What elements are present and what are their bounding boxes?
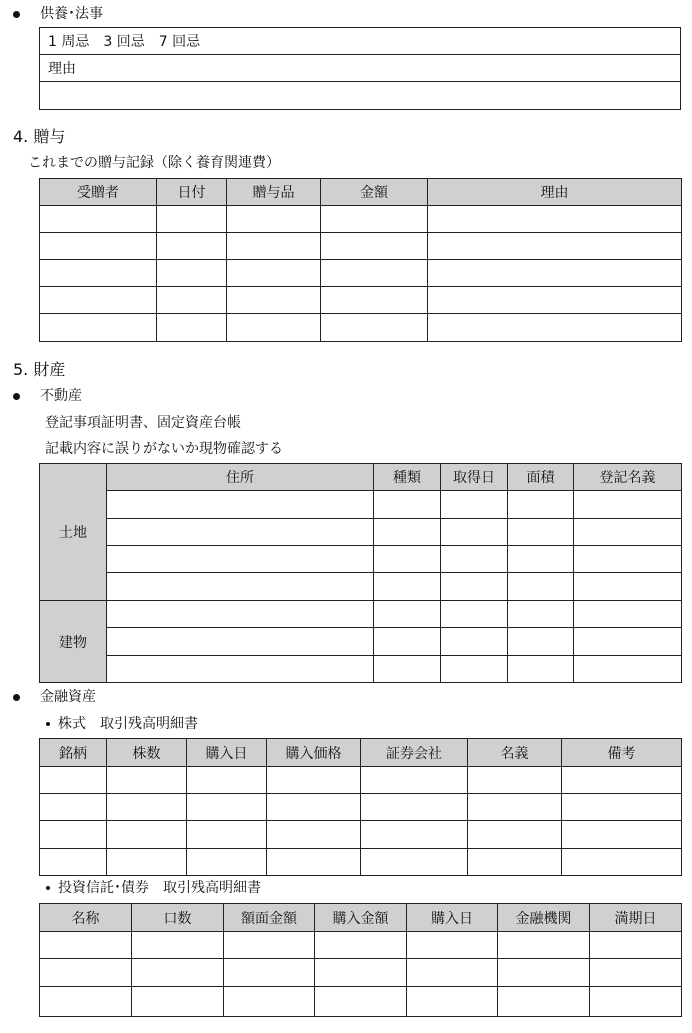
funds-heading: 投資信託･債券 取引残高明細書 — [58, 880, 261, 896]
table-cell[interactable] — [187, 849, 267, 876]
table-row — [40, 206, 682, 233]
stocks-col-purchase-date: 購入日 — [187, 739, 267, 767]
table-cell[interactable] — [40, 959, 132, 987]
realestate-col-area: 面積 — [508, 464, 574, 491]
table-cell[interactable] — [428, 260, 682, 287]
memorial-row-anniversaries[interactable]: 1 周忌 3 回忌 7 回忌 — [40, 28, 681, 55]
table-row — [40, 314, 682, 342]
table-cell[interactable] — [361, 849, 468, 876]
realestate-col-type: 種類 — [374, 464, 441, 491]
table-cell[interactable] — [590, 932, 682, 959]
table-row — [40, 573, 682, 601]
table-cell[interactable] — [40, 794, 107, 821]
table-cell[interactable] — [107, 601, 374, 628]
funds-col-units: 口数 — [132, 904, 224, 932]
table-cell[interactable] — [508, 656, 574, 683]
table-cell[interactable] — [428, 314, 682, 342]
table-cell[interactable] — [508, 573, 574, 601]
table-cell[interactable] — [132, 932, 224, 959]
table-cell[interactable] — [590, 987, 682, 1017]
funds-table — [39, 903, 682, 1017]
table-cell[interactable] — [157, 206, 227, 233]
funds-col-face-value: 額面金額 — [224, 904, 315, 932]
table-cell[interactable] — [267, 767, 361, 794]
table-cell[interactable] — [508, 546, 574, 573]
stocks-table — [39, 738, 682, 876]
table-cell[interactable] — [374, 656, 441, 683]
gifts-col-date: 日付 — [157, 179, 227, 206]
table-cell[interactable] — [40, 849, 107, 876]
table-cell[interactable] — [374, 573, 441, 601]
stocks-col-broker: 証券会社 — [361, 739, 468, 767]
table-cell[interactable] — [107, 628, 374, 656]
funds-col-purchase-amount: 購入金額 — [315, 904, 407, 932]
table-cell[interactable] — [574, 656, 682, 683]
property-heading: 5. 財産 — [13, 360, 66, 379]
table-cell[interactable] — [40, 233, 157, 260]
table-cell[interactable] — [267, 821, 361, 849]
table-cell[interactable] — [40, 314, 157, 342]
sub-bullet-icon — [46, 886, 50, 890]
table-cell[interactable] — [40, 987, 132, 1017]
table-cell[interactable] — [315, 932, 407, 959]
financial-heading: 金融資産 — [40, 689, 96, 705]
gifts-col-recipient: 受贈者 — [40, 179, 157, 206]
table-cell[interactable] — [321, 233, 428, 260]
table-cell[interactable] — [361, 767, 468, 794]
table-cell[interactable] — [40, 206, 157, 233]
bullet-icon — [13, 11, 20, 18]
table-cell[interactable] — [321, 260, 428, 287]
table-cell[interactable] — [107, 491, 374, 519]
gifts-col-item: 贈与品 — [227, 179, 321, 206]
table-row — [40, 601, 682, 628]
table-cell[interactable] — [40, 287, 157, 314]
bullet-icon — [13, 694, 20, 701]
realestate-col-registrant: 登記名義 — [574, 464, 682, 491]
table-row — [40, 987, 682, 1017]
gifts-col-amount: 金額 — [321, 179, 428, 206]
funds-col-name: 名称 — [40, 904, 132, 932]
table-cell[interactable] — [508, 628, 574, 656]
stocks-col-shares: 株数 — [107, 739, 187, 767]
table-cell[interactable] — [562, 767, 682, 794]
table-cell[interactable] — [227, 314, 321, 342]
realestate-group-land: 土地 — [40, 464, 107, 601]
table-cell[interactable] — [441, 491, 508, 519]
table-cell[interactable] — [107, 767, 187, 794]
table-cell[interactable] — [407, 959, 498, 987]
table-cell[interactable] — [498, 932, 590, 959]
table-row — [40, 849, 682, 876]
memorial-row-blank[interactable] — [40, 82, 681, 110]
table-cell[interactable] — [40, 821, 107, 849]
table-row — [40, 260, 682, 287]
table-cell[interactable] — [107, 546, 374, 573]
table-cell[interactable] — [498, 987, 590, 1017]
table-cell[interactable] — [441, 628, 508, 656]
gifts-table — [39, 178, 682, 342]
sub-bullet-icon — [46, 722, 50, 726]
table-cell[interactable] — [132, 987, 224, 1017]
table-cell[interactable] — [498, 959, 590, 987]
table-cell[interactable] — [508, 491, 574, 519]
funds-col-purchase-date: 購入日 — [407, 904, 498, 932]
table-cell[interactable] — [224, 932, 315, 959]
table-cell[interactable] — [574, 573, 682, 601]
table-cell[interactable] — [574, 628, 682, 656]
realestate-heading: 不動産 — [40, 388, 82, 404]
funds-col-maturity: 満期日 — [590, 904, 682, 932]
table-cell[interactable] — [508, 601, 574, 628]
table-row — [40, 794, 682, 821]
table-cell[interactable] — [157, 233, 227, 260]
table-cell[interactable] — [374, 491, 441, 519]
table-cell[interactable] — [374, 519, 441, 546]
table-cell[interactable] — [40, 932, 132, 959]
table-cell[interactable] — [361, 821, 468, 849]
realestate-note-docs: 登記事項証明書、固定資産台帳 — [45, 415, 241, 431]
table-cell[interactable] — [157, 287, 227, 314]
table-row — [40, 287, 682, 314]
table-cell[interactable] — [468, 821, 562, 849]
stocks-col-holder: 名義 — [468, 739, 562, 767]
table-cell[interactable] — [574, 519, 682, 546]
table-cell[interactable] — [441, 546, 508, 573]
table-cell[interactable] — [321, 287, 428, 314]
table-cell[interactable] — [267, 849, 361, 876]
table-cell[interactable] — [132, 959, 224, 987]
table-cell[interactable] — [574, 491, 682, 519]
table-row — [40, 519, 682, 546]
table-cell[interactable] — [187, 794, 267, 821]
table-cell[interactable] — [441, 519, 508, 546]
table-cell[interactable] — [574, 601, 682, 628]
table-row — [40, 656, 682, 683]
realestate-group-building: 建物 — [40, 601, 107, 683]
table-cell[interactable] — [315, 959, 407, 987]
gifts-col-reason: 理由 — [428, 179, 682, 206]
table-cell[interactable] — [40, 260, 157, 287]
table-cell[interactable] — [468, 794, 562, 821]
table-cell[interactable] — [407, 987, 498, 1017]
table-cell[interactable] — [107, 656, 374, 683]
table-cell[interactable] — [267, 794, 361, 821]
table-cell[interactable] — [508, 519, 574, 546]
table-cell[interactable] — [107, 849, 187, 876]
table-cell[interactable] — [187, 821, 267, 849]
table-cell[interactable] — [562, 821, 682, 849]
table-cell[interactable] — [374, 628, 441, 656]
table-cell[interactable] — [441, 573, 508, 601]
table-cell[interactable] — [428, 287, 682, 314]
table-row — [40, 932, 682, 959]
table-row — [40, 628, 682, 656]
memorial-table — [39, 27, 681, 110]
stocks-col-purchase-price: 購入価格 — [267, 739, 361, 767]
memorial-row-reason[interactable]: 理由 — [40, 55, 681, 82]
realestate-col-address: 住所 — [107, 464, 374, 491]
table-cell[interactable] — [441, 601, 508, 628]
gifts-subheading: これまでの贈与記録（除く養育関連費） — [28, 155, 280, 171]
table-cell[interactable] — [107, 794, 187, 821]
table-cell[interactable] — [428, 233, 682, 260]
table-cell[interactable] — [562, 794, 682, 821]
table-row — [40, 233, 682, 260]
table-cell[interactable] — [361, 794, 468, 821]
table-cell[interactable] — [315, 987, 407, 1017]
realestate-col-acquired: 取得日 — [441, 464, 508, 491]
stocks-heading: 株式 取引残高明細書 — [58, 716, 198, 732]
table-cell[interactable] — [224, 959, 315, 987]
table-cell[interactable] — [468, 849, 562, 876]
table-row — [40, 767, 682, 794]
table-cell[interactable] — [590, 959, 682, 987]
table-row — [40, 491, 682, 519]
table-cell[interactable] — [224, 987, 315, 1017]
table-cell[interactable] — [107, 573, 374, 601]
table-cell[interactable] — [428, 206, 682, 233]
table-row — [40, 546, 682, 573]
table-cell[interactable] — [40, 767, 107, 794]
table-cell[interactable] — [321, 206, 428, 233]
table-cell[interactable] — [374, 601, 441, 628]
table-cell[interactable] — [468, 767, 562, 794]
table-row — [40, 959, 682, 987]
table-cell[interactable] — [107, 519, 374, 546]
table-cell[interactable] — [321, 314, 428, 342]
funds-col-institution: 金融機関 — [498, 904, 590, 932]
bullet-icon — [13, 393, 20, 400]
table-cell[interactable] — [187, 767, 267, 794]
gifts-heading: 4. 贈与 — [13, 127, 66, 146]
table-cell[interactable] — [107, 821, 187, 849]
table-cell[interactable] — [157, 314, 227, 342]
table-cell[interactable] — [562, 849, 682, 876]
table-cell[interactable] — [227, 206, 321, 233]
realestate-note-verify: 記載内容に誤りがないか現物確認する — [45, 441, 283, 457]
table-cell[interactable] — [374, 546, 441, 573]
table-cell[interactable] — [574, 546, 682, 573]
table-cell[interactable] — [227, 287, 321, 314]
table-cell[interactable] — [227, 233, 321, 260]
table-cell[interactable] — [441, 656, 508, 683]
table-row — [40, 821, 682, 849]
table-cell[interactable] — [157, 260, 227, 287]
stocks-col-notes: 備考 — [562, 739, 682, 767]
realestate-table — [39, 463, 682, 683]
stocks-col-name: 銘柄 — [40, 739, 107, 767]
table-cell[interactable] — [227, 260, 321, 287]
table-cell[interactable] — [407, 932, 498, 959]
memorial-heading: 供養･法事 — [40, 6, 103, 22]
